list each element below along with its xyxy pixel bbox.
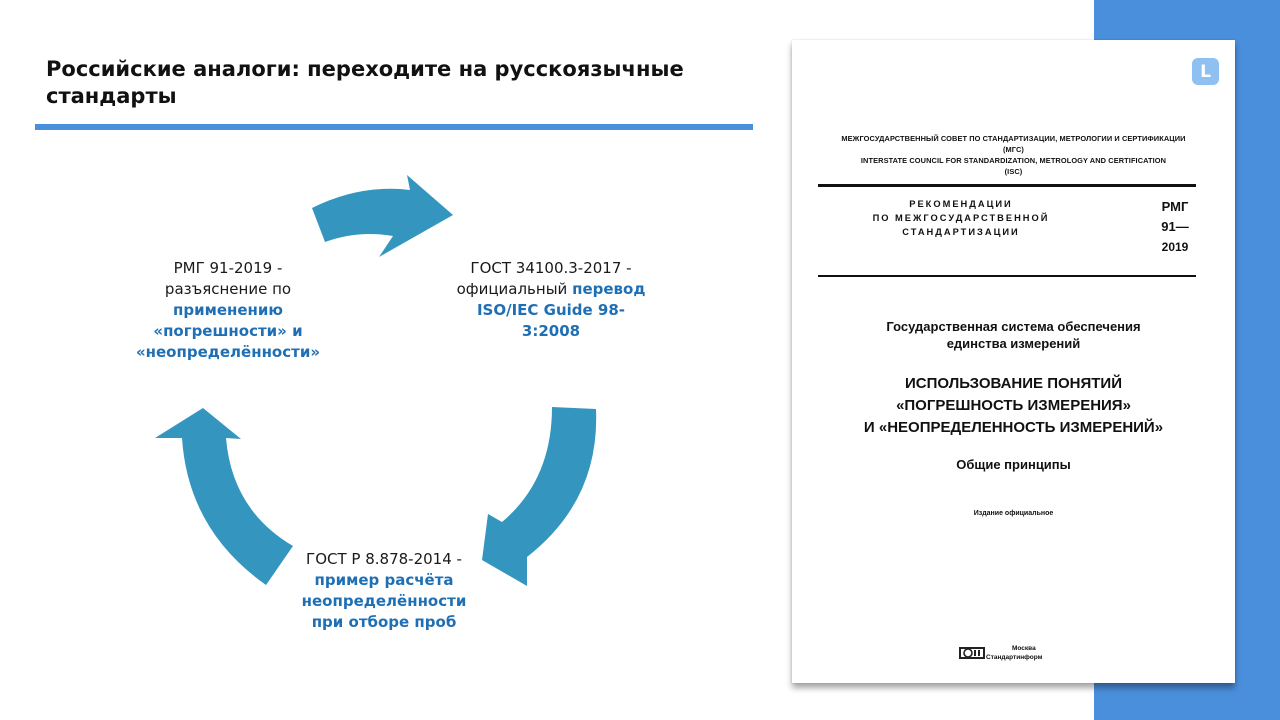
document-subtitle: Общие принципы (956, 457, 1071, 472)
gost34100-plain: официальный (456, 280, 568, 298)
gost34100-highlight-3: 3:2008 (521, 322, 581, 340)
code-line-1: РМГ (1161, 199, 1189, 214)
doc-title-line-3: И «НЕОПРЕДЕЛЕННОСТЬ ИЗМЕРЕНИЙ» (863, 419, 1164, 436)
cycle-diagram (140, 170, 600, 600)
gost34100-line-2 (434, 279, 668, 300)
cycle-arrow-left (155, 408, 293, 585)
document-system-title (822, 318, 1205, 352)
document-rule-bottom (818, 275, 1196, 277)
rec-line-1: РЕКОМЕНДАЦИИ (909, 199, 1013, 209)
code-line-2: 91— (1161, 219, 1189, 234)
gost34100-highlight-2: ISO/IEC Guide 98- (476, 301, 626, 319)
slide-title (46, 56, 746, 110)
system-line-2: единства измерений (946, 336, 1081, 351)
doc-title-line-2: «ПОГРЕШНОСТЬ ИЗМЕРЕНИЯ» (896, 397, 1131, 414)
document-council-header (822, 133, 1205, 177)
council-en-line-2: (ISC) (1004, 167, 1023, 176)
rmg-highlight-1: применению (172, 301, 284, 319)
slide-title-line-2: стандарты (46, 84, 177, 108)
cycle-arrow-right (482, 407, 596, 586)
cycle-arrow-top (312, 175, 453, 257)
rmg-highlight-3: «неопределённости» (135, 343, 321, 361)
doc-title-line-1: ИСПОЛЬЗОВАНИЕ ПОНЯТИЙ (905, 375, 1122, 392)
code-year: 2019 (1161, 240, 1189, 254)
gost34100-highlight-1: перевод (572, 280, 646, 298)
document-rule-top (818, 184, 1196, 187)
rec-line-3: СТАНДАРТИЗАЦИИ (902, 227, 1020, 237)
system-line-1: Государственная система обеспечения (886, 319, 1141, 334)
rmg-line-2: разъяснение по (164, 280, 292, 298)
rmg-line-1: РМГ 91-2019 - (173, 259, 283, 277)
council-ru-line-2: (МГС) (1002, 145, 1024, 154)
gostr-highlight-3: при отборе проб (311, 613, 457, 631)
rec-line-2: ПО МЕЖГОСУДАРСТВЕННОЙ (872, 213, 1050, 223)
council-en-line-1: INTERSTATE COUNCIL FOR STANDARDIZATION, METROLOGY AND CERTIFICATION (860, 156, 1167, 165)
publisher-name: Стандартинформ (986, 654, 1043, 661)
cycle-node-gost-r (278, 549, 490, 633)
document-edition: Издание официальное (973, 510, 1054, 517)
gostr-highlight-2: неопределённости (301, 592, 467, 610)
council-ru-line-1: МЕЖГОСУДАРСТВЕННЫЙ СОВЕТ ПО СТАНДАРТИЗАЦИИ, МЕТРОЛОГИИ И СЕРТИФИКАЦИИ (841, 134, 1186, 143)
document-cover-preview (792, 40, 1235, 683)
slide-title-line-1: Российские аналоги: переходите на русскоязычные (46, 57, 684, 81)
title-underline (35, 124, 753, 130)
publisher-city: Москва (1012, 645, 1036, 652)
publisher-logo-icon (959, 645, 985, 661)
document-main-title (812, 373, 1215, 439)
cycle-node-rmg (110, 258, 346, 363)
gost34100-line-1: ГОСТ 34100.3-2017 - (470, 259, 632, 277)
cycle-node-gost-34100 (434, 258, 668, 342)
document-code (1150, 197, 1200, 257)
gostr-line-1: ГОСТ Р 8.878-2014 - (306, 550, 462, 568)
rmg-highlight-2: «погрешности» и (153, 322, 303, 340)
document-publisher (986, 644, 1066, 662)
gostr-highlight-1: пример расчёта (314, 571, 454, 589)
document-badge-icon[interactable]: L (1192, 58, 1219, 85)
document-recommendations (846, 197, 1076, 239)
